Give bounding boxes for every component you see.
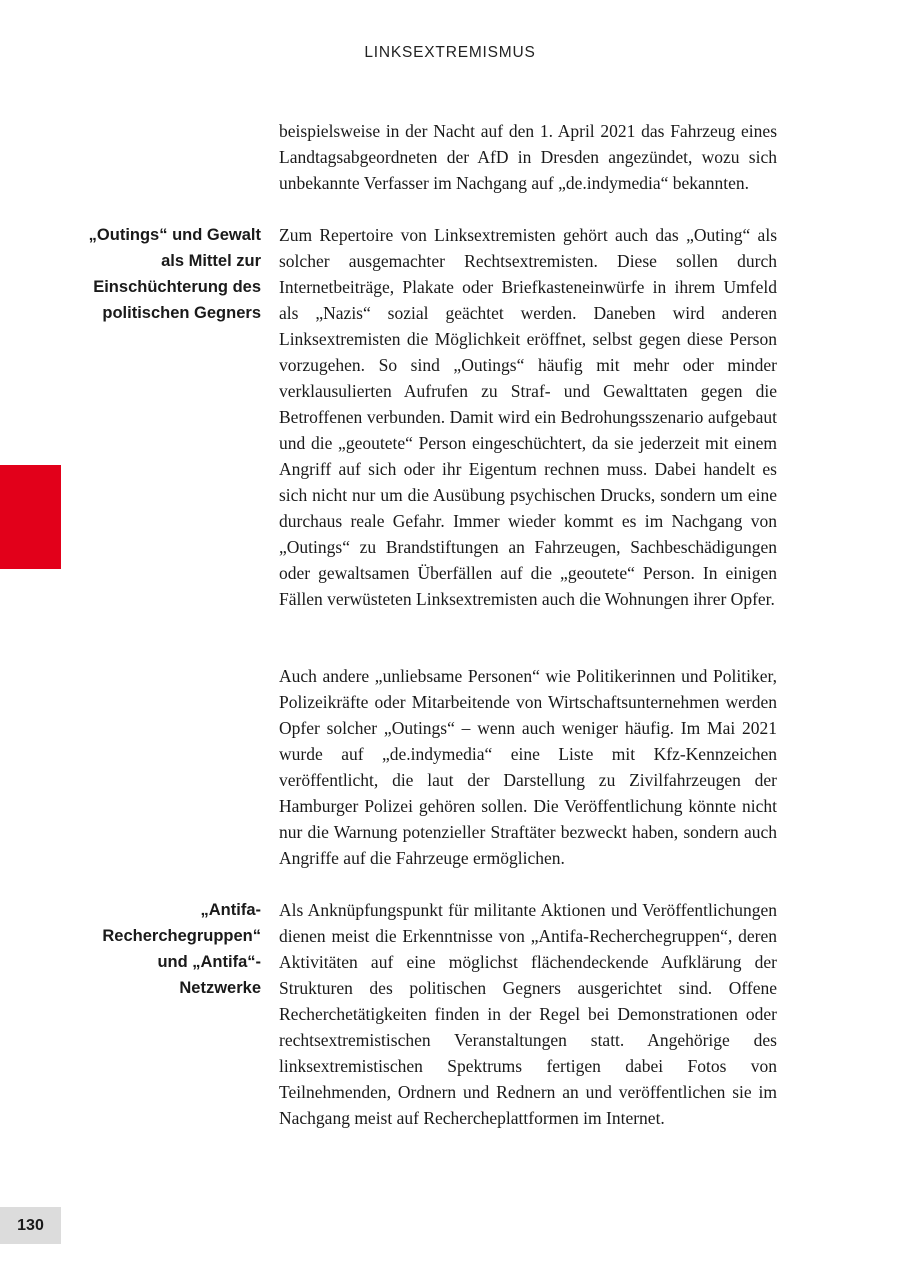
chapter-color-tab [0,465,61,569]
paragraph-outings: Zum Repertoire von Linksextremisten gehört auch das „Outing“ als solcher ausgemachter Rechtsextremisten. Diese sollen durch Internetbeiträge, Plakate oder Briefkasteneinwürfe in ihrem Umfeld als „Nazis“ sozial geächtet werden. Daneben wird anderen Linksextremisten die Möglichkeit eröffnet, selbst gegen diese Person vorzugehen. So sind „Outings“ häufig mit mehr oder minder verklausulierten Aufrufen zu Straf- und Gewalttaten gegen die Betroffenen verbunden. Damit wird ein Bedrohungsszenario aufgebaut und die „geoutete“ Person eingeschüchtert, da sie jederzeit mit einem Angriff auf sich oder ihr Eigentum rechnen muss. Dabei handelt es sich nicht nur um die Ausübung psychischen Drucks, sondern um eine durchaus reale Gefahr. Immer wieder kommt es im Nachgang von „Outings“ zu Brandstiftungen an Fahrzeugen, Sachbeschädigungen oder gewaltsamen Überfällen auf die „geoutete“ Person. In einigen Fällen verwüsteten Linksextremisten auch die Wohnungen ihrer Opfer. [279,225,777,609]
paragraph-antifa: Als Anknüpfungspunkt für militante Aktionen und Veröffentlichungen dienen meist die Erkenntnisse von „Antifa-Recherchegruppen“, deren Aktivitäten auf eine möglichst flächendeckende Aufklärung der Strukturen des politischen Gegners ausgerichtet sind. Offene Recherchetätigkeiten finden in der Regel bei Demonstrationen oder rechtsextremistischen Veranstaltungen statt. Angehörige des linksextremistischen Spektrums fertigen dabei Fotos von Teilnehmenden, Ordnern und Rednern an und veröffentlichen sie im Nachgang meist auf Rechercheplattformen im Internet. [279,900,777,1128]
paragraph-other-persons: Auch andere „unliebsame Personen“ wie Politikerinnen und Politiker, Polizeikräfte oder Mitarbeitende von Wirtschaftsunternehmen werden Opfer solcher „Outings“ – wenn auch weniger häufig. Im Mai 2021 wurde auf „de.indymedia“ eine Liste mit Kfz-Kennzeichen veröffentlicht, die laut der Darstellung zu Zivilfahrzeugen der Hamburger Polizei gehören sollen. Die Veröffentlichung könnte nicht nur die Warnung potenzieller Straftäter bezweckt haben, sondern auch Angriffe auf die Fahrzeuge ermöglichen. [279,666,777,868]
page-number: 130 [0,1207,61,1244]
running-title: LINKSEXTREMISMUS [364,44,536,61]
side-heading-outings: „Outings“ und Gewalt als Mittel zur Einschüchterung des politischen Gegners [88,226,261,322]
paragraph-continuation: beispielsweise in der Nacht auf den 1. April 2021 das Fahrzeug eines Landtagsabgeordneten der AfD in Dresden angezündet, wozu sich unbekannte Verfasser im Nachgang auf „de.indymedia“ bekannten. [279,121,777,193]
side-heading-antifa: „Antifa-Recherchegruppen“ und „Antifa“-Netzwerke [102,901,261,997]
